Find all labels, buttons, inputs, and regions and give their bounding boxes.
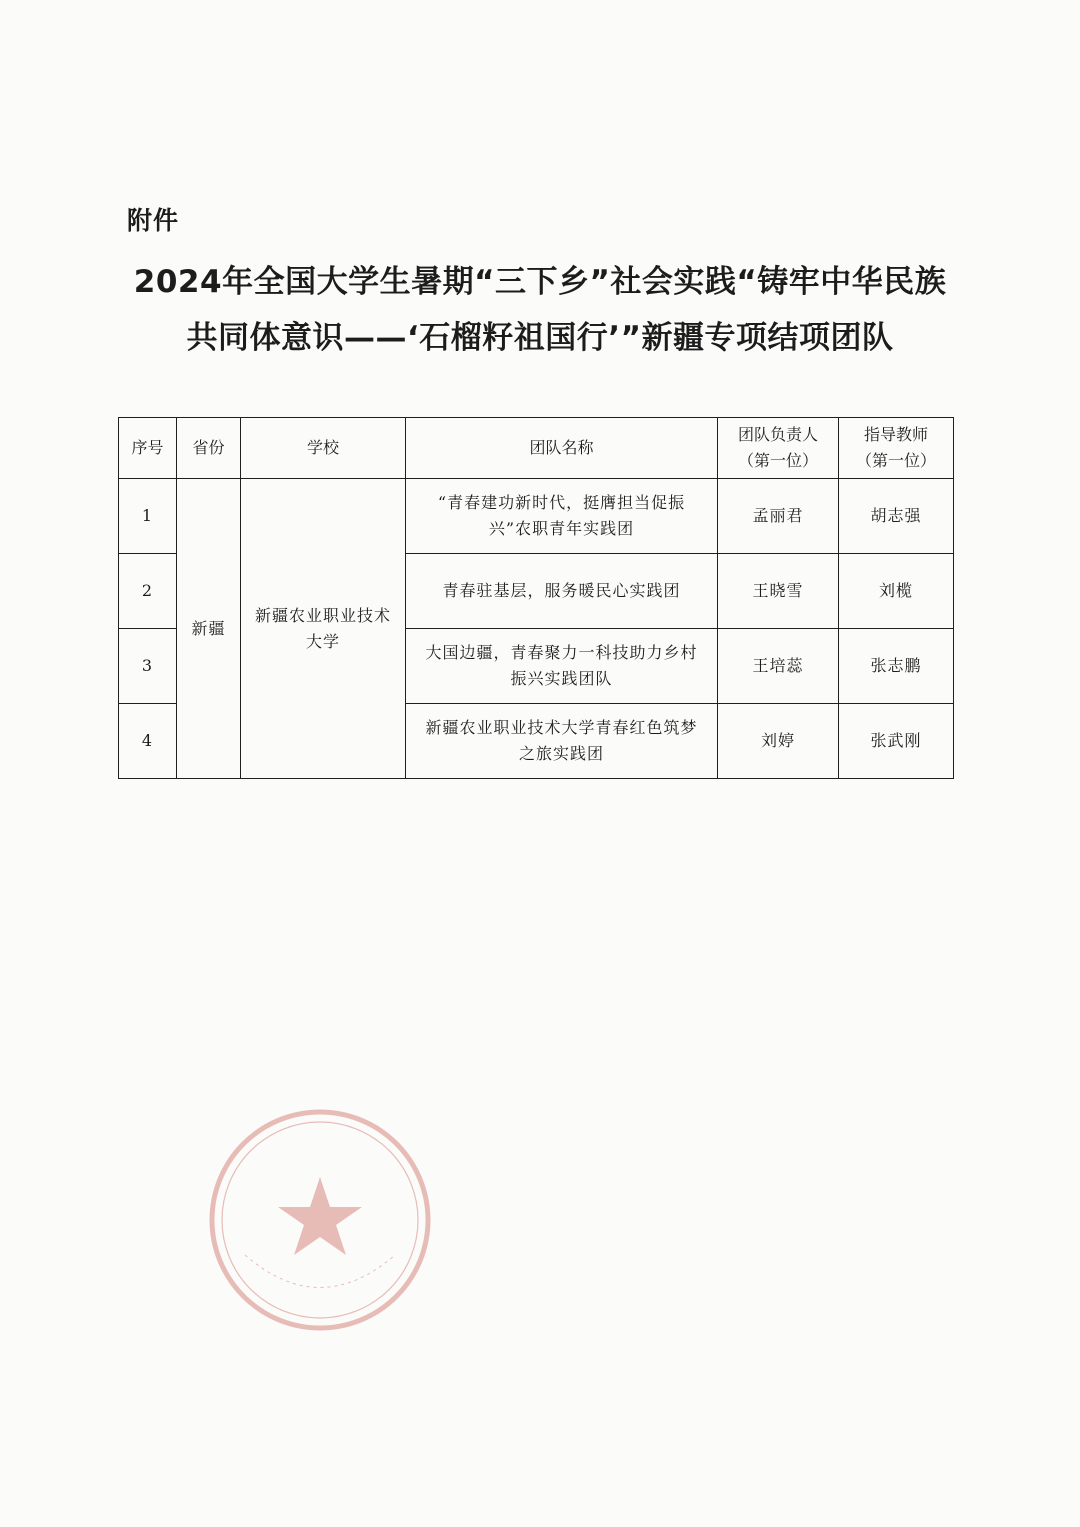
leader-cell: 王晓雪 bbox=[718, 554, 839, 629]
table-row bbox=[119, 479, 954, 554]
header-teacher bbox=[839, 418, 954, 479]
school-cell: 新疆农业职业技术大学 bbox=[241, 479, 406, 779]
row-no: 2 bbox=[119, 554, 177, 629]
team-table bbox=[118, 417, 954, 779]
teacher-cell: 张武刚 bbox=[839, 704, 954, 779]
header-team-name: 团队名称 bbox=[406, 418, 718, 479]
teacher-cell: 胡志强 bbox=[839, 479, 954, 554]
teacher-cell: 张志鹏 bbox=[839, 629, 954, 704]
row-no: 1 bbox=[119, 479, 177, 554]
document-title-line-1: 2024年全国大学生暑期“三下乡”社会实践“铸牢中华民族 bbox=[133, 264, 947, 300]
table-header-row bbox=[119, 418, 954, 479]
teacher-cell: 刘榄 bbox=[839, 554, 954, 629]
header-teacher-line1: 指导教师 bbox=[863, 425, 928, 444]
leader-cell: 孟丽君 bbox=[718, 479, 839, 554]
header-leader-line1: 团队负责人 bbox=[737, 425, 818, 444]
leader-cell: 王培蕊 bbox=[718, 629, 839, 704]
province-cell: 新疆 bbox=[177, 479, 241, 779]
team-name-cell: 大国边疆，青春聚力一科技助力乡村振兴实践团队 bbox=[406, 629, 718, 704]
team-name-cell: 新疆农业职业技术大学青春红色筑梦之旅实践团 bbox=[406, 704, 718, 779]
header-leader bbox=[718, 418, 839, 479]
header-leader-line2: （第一位） bbox=[737, 451, 818, 470]
header-province: 省份 bbox=[177, 418, 241, 479]
document-title-line-2: 共同体意识——‘石榴籽祖国行’”新疆专项结项团队 bbox=[186, 320, 894, 356]
team-name-cell: “青春建功新时代，挺膺担当促振兴”农职青年实践团 bbox=[406, 479, 718, 554]
header-no: 序号 bbox=[119, 418, 177, 479]
row-no: 3 bbox=[119, 629, 177, 704]
header-school: 学校 bbox=[241, 418, 406, 479]
attachment-label: 附件 bbox=[127, 206, 180, 235]
team-name-cell: 青春驻基层，服务暖民心实践团 bbox=[406, 554, 718, 629]
official-seal-icon bbox=[205, 1105, 435, 1335]
header-teacher-line2: （第一位） bbox=[855, 451, 936, 470]
row-no: 4 bbox=[119, 704, 177, 779]
leader-cell: 刘婷 bbox=[718, 704, 839, 779]
seal-star-icon bbox=[278, 1177, 362, 1255]
